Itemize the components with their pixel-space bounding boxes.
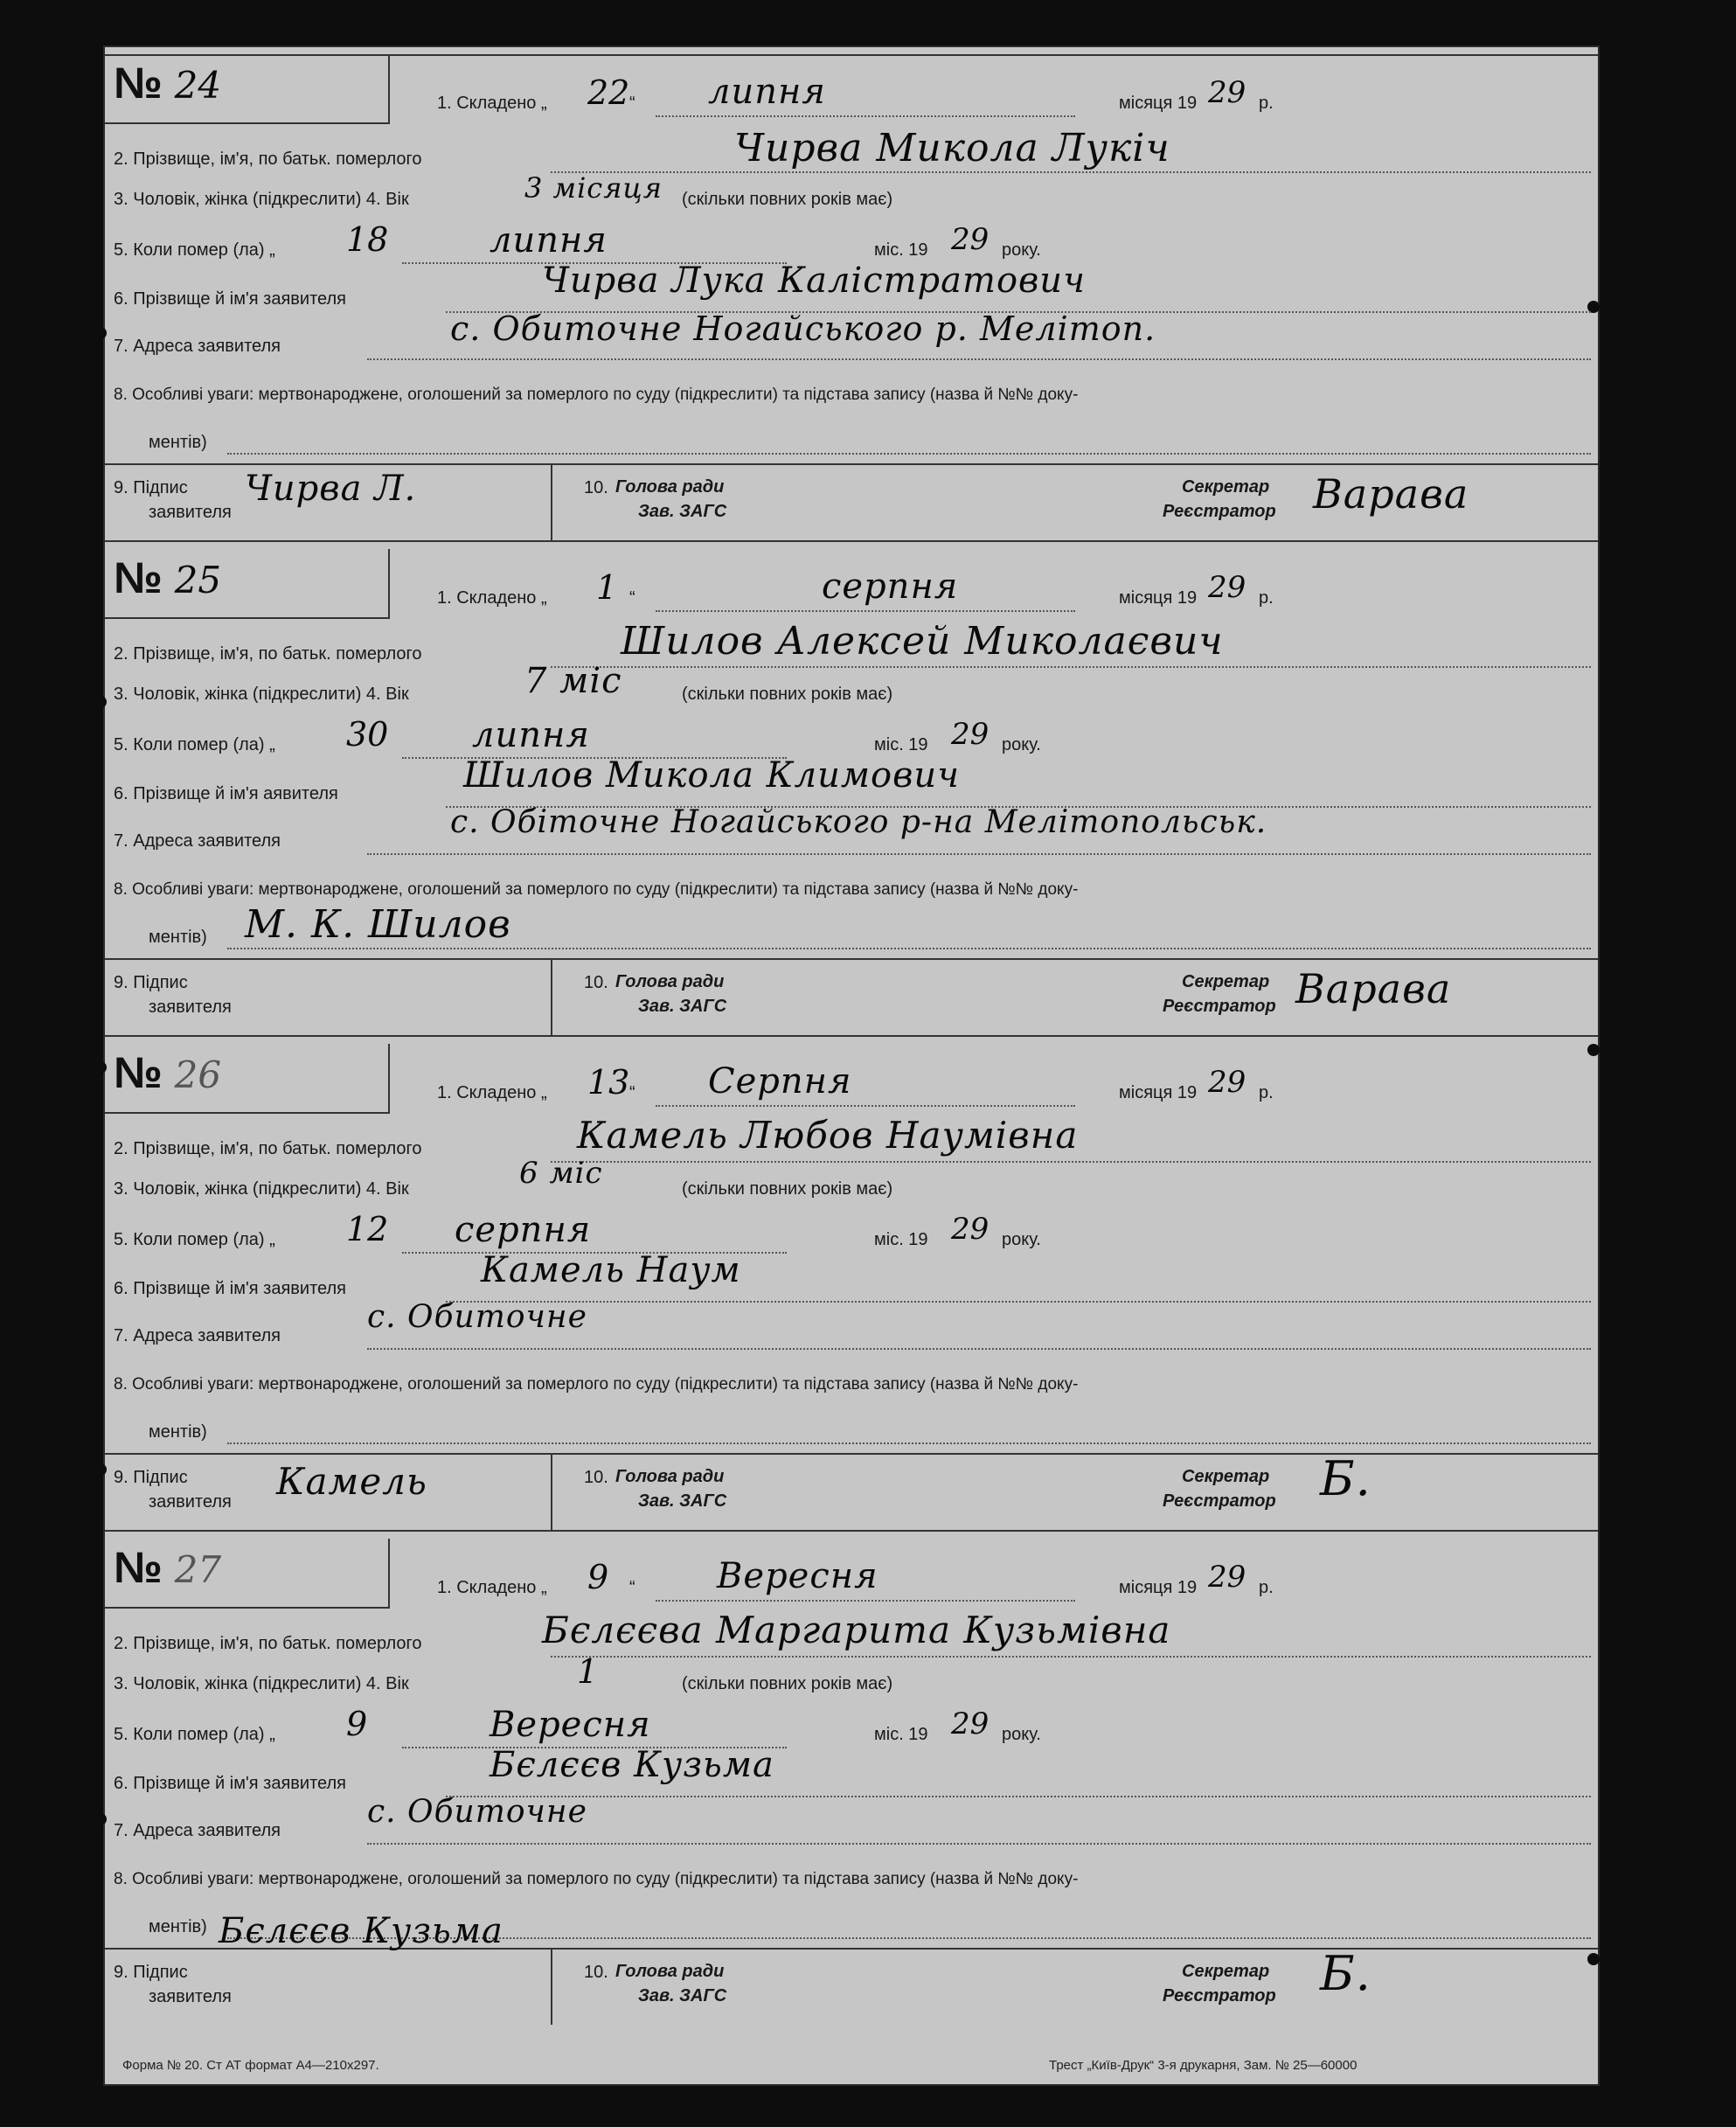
applicant-signature: Чирва Л.: [245, 469, 417, 509]
death-month: Вересня: [490, 1705, 651, 1745]
applicant-name: Чирва Лука Калістратович: [542, 261, 1086, 301]
notes: М. К. Шилов: [245, 902, 511, 947]
death-record: № 24 1. Складено „ 22 “ липня місяця 19 29 р. 2. Прізвище, ім'я, по батьк. померлого Чирва Микола Лукіч 3. Чоловік, жінка (підкреслити) 4. Вік 3 місяця (скільки повних років має) 5. Коли помер (ла) „ 18 липня міс. 19 29 року. 6. Прізвище й ім'я заявителя Чирва Лука Калістратович 7. Адреса заявителя с. Обиточне Ногайського р. Мелітоп. 8. Особливі уваги: мертвонароджене, оголошений за померлого по суду (підкреслити) та підстава запису (назва й №№ доку- ментів) 9. Підпис заявителя Чирва Л. 10. Голова ради Зав. ЗАГС Секретар Реєстратор Варава: [105, 54, 1598, 544]
form-footer-right: Трест „Київ-Друк“ 3-я друкарня, Зам. № 25—60000: [1049, 2058, 1358, 2073]
composed-day: 9: [587, 1558, 609, 1596]
composed-year: 29: [1208, 1065, 1246, 1100]
death-record: № 26 1. Складено „ 13 “ Серпня місяця 19 29 р. 2. Прізвище, ім'я, по батьк. померлого Камель Любов Наумівна 3. Чоловік, жінка (підкреслити) 4. Вік 6 міс (скільки повних років має) 5. Коли помер (ла) „ 12 серпня міс. 19 29 року. 6. Прізвище й ім'я заявителя Камель Наум 7. Адреса заявителя с. Обиточне 8. Особливі уваги: мертвонароджене, оголошений за померлого по суду (підкреслити) та підстава запису (назва й №№ доку- ментів) 9. Підпис заявителя Камель 10. Голова ради Зав. ЗАГС Секретар Реєстратор Б.: [105, 1044, 1598, 1533]
record-number: № 25: [114, 553, 222, 602]
composed-day: 22: [587, 73, 630, 112]
composed-year: 29: [1208, 75, 1246, 110]
age: 1: [577, 1652, 599, 1691]
deceased-name: Шилов Алексей Миколаєвич: [621, 619, 1224, 664]
registrar-signature: Б.: [1320, 1946, 1371, 2001]
form-footer-left: Форма № 20. Ст АТ формат А4—210х297.: [122, 2058, 379, 2073]
composed-month: Серпня: [708, 1061, 852, 1102]
composed-year: 29: [1208, 1560, 1246, 1595]
death-month: серпня: [455, 1210, 592, 1250]
age: 3 місяця: [524, 171, 663, 205]
composed-label: 1. Складено „: [437, 94, 547, 113]
applicant-signature: Камель: [276, 1460, 427, 1503]
record-number: № 24: [114, 59, 222, 108]
death-record: № 25 1. Складено „ 1 “ серпня місяця 19 29 р. 2. Прізвище, ім'я, по батьк. померлого Шилов Алексей Миколаєвич 3. Чоловік, жінка (підкреслити) 4. Вік 7 міс (скільки повних років має) 5. Коли помер (ла) „ 30 липня міс. 19 29 року. 6. Прізвище й ім'я аявителя Шилов Микола Климович 7. Адреса заявителя с. Обіточне Ногайського р-на Мелітопольськ. 8. Особливі уваги: мертвонароджене, оголошений за померлого по суду (підкреслити) та підстава запису (назва й №№ доку- ментів) М. К. Шилов 9. Підпис заявителя 10. Голова ради Зав. ЗАГС Секретар Реєстратор Варава: [105, 549, 1598, 1039]
composed-month: Вересня: [717, 1556, 878, 1596]
death-month: липня: [472, 715, 590, 755]
composed-month: серпня: [822, 567, 959, 607]
applicant-signature: Бєлєєв Кузьма: [219, 1911, 503, 1951]
death-year: 29: [951, 222, 990, 257]
composed-month: липня: [708, 72, 826, 112]
applicant-address: с. Обиточне: [367, 1794, 587, 1830]
applicant-name: Бєлєєв Кузьма: [490, 1745, 774, 1785]
deceased-name: Чирва Микола Лукіч: [734, 126, 1170, 170]
composed-day: 13: [587, 1063, 630, 1102]
register-page: [103, 45, 1600, 2086]
applicant-address: с. Обіточне Ногайського р-на Мелітопольськ.: [450, 804, 1267, 840]
registrar-signature: Варава: [1295, 965, 1452, 1012]
registrar-signature: Б.: [1320, 1451, 1371, 1506]
death-day: 9: [346, 1705, 368, 1743]
death-record: № 27 1. Складено „ 9 “ Вересня місяця 19 29 р. 2. Прізвище, ім'я, по батьк. померлого Бєлєєва Маргарита Кузьмівна 3. Чоловік, жінка (підкреслити) 4. Вік 1 (скільки повних років має) 5. Коли помер (ла) „ 9 Вересня міс. 19 29 року. 6. Прізвище й ім'я заявителя Бєлєєв Кузьма 7. Адреса заявителя с. Обиточне 8. Особливі уваги: мертвонароджене, оголошений за померлого по суду (підкреслити) та підстава запису (назва й №№ доку- ментів) 9. Підпис заявителя Бєлєєв Кузьма 10. Голова ради Зав. ЗАГС Секретар Реєстратор Б.: [105, 1539, 1598, 2028]
record-number: № 27: [114, 1543, 222, 1592]
death-day: 18: [346, 220, 389, 259]
composed-day: 1: [596, 568, 618, 607]
death-year: 29: [951, 1212, 990, 1247]
deceased-name: Бєлєєва Маргарита Кузьмівна: [542, 1609, 1171, 1651]
applicant-name: Шилов Микола Климович: [463, 755, 961, 796]
deceased-name: Камель Любов Наумівна: [577, 1114, 1079, 1157]
death-day: 30: [346, 715, 389, 754]
record-number: № 26: [114, 1048, 222, 1097]
age: 6 міс: [519, 1156, 603, 1191]
applicant-address: с. Обиточне Ногайського р. Мелітоп.: [450, 309, 1156, 348]
death-year: 29: [951, 717, 990, 752]
death-day: 12: [346, 1210, 389, 1248]
composed-year: 29: [1208, 570, 1246, 605]
applicant-name: Камель Наум: [481, 1250, 741, 1290]
age: 7 міс: [524, 661, 622, 701]
death-year: 29: [951, 1706, 990, 1741]
death-month: липня: [490, 220, 608, 261]
registrar-signature: Варава: [1313, 470, 1469, 518]
applicant-address: с. Обиточне: [367, 1299, 587, 1335]
